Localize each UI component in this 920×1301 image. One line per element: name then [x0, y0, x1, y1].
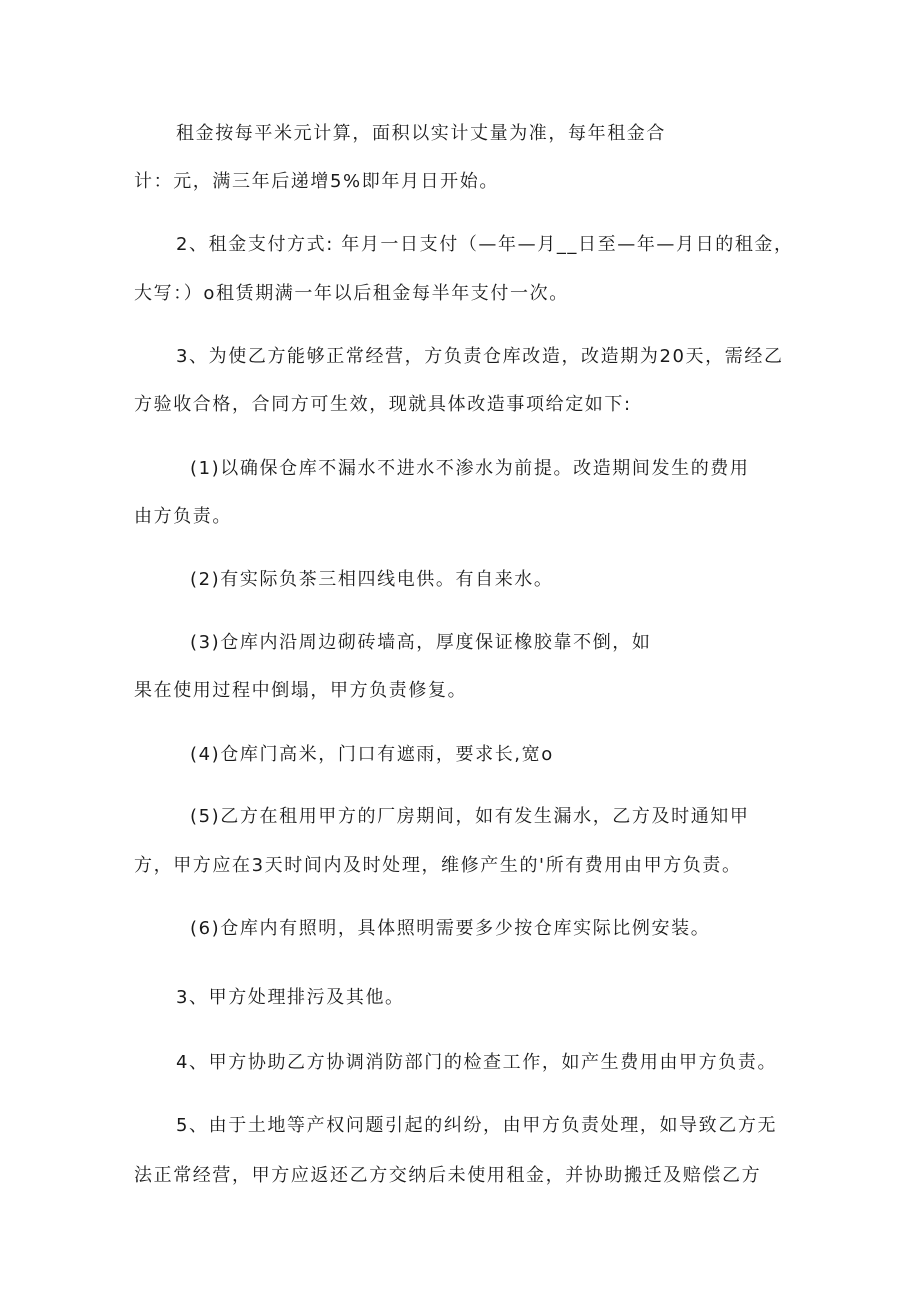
text-line: (1)以确保仓库不漏水不进水不渗水为前提。改造期间发生的费用	[190, 458, 750, 479]
text-line: 大写：）o租赁期满一年以后租金每半年支付一次。	[134, 283, 569, 304]
text-line: (5)乙方在租用甲方的厂房期间，如有发生漏水，乙方及时通知甲	[190, 806, 750, 827]
text-line: (4)仓库门高米，门口有遮雨，要求长,宽o	[190, 744, 554, 765]
text-line: 4、甲方协助乙方协调消防部门的检查工作，如产生费用由甲方负责。	[176, 1052, 778, 1073]
text-line: 法正常经营，甲方应返还乙方交纳后未使用租金，并协助搬迁及赔偿乙方	[134, 1165, 762, 1186]
text-line: 3、甲方处理排污及其他。	[176, 987, 405, 1008]
text-line: 由方负责。	[134, 506, 232, 527]
text-line: (3)仓库内沿周边砌砖墙高，厚度保证橡胶靠不倒，如	[190, 632, 652, 653]
text-line: 3、为使乙方能够正常经营，方负责仓库改造，改造期为20天，需经乙	[176, 346, 784, 367]
text-line: 果在使用过程中倒塌，甲方负责修复。	[134, 680, 468, 701]
text-line: 2、租金支付方式: 年月一日支付（—年—月__日至—年—月日的租金，	[176, 234, 794, 255]
text-line: 计：元，满三年后递增5%即年月日开始。	[134, 171, 499, 192]
text-line: (2)有实际负茶三相四线电供。有自来水。	[190, 569, 554, 590]
text-line: 方，甲方应在3天时间内及时处理，维修产生的'所有费用由甲方负责。	[134, 855, 742, 876]
text-line: 5、由于土地等产权问题引起的纠纷，由甲方负责处理，如导致乙方无	[176, 1115, 778, 1136]
text-line: (6)仓库内有照明，具体照明需要多少按仓库实际比例安装。	[190, 918, 711, 939]
text-line: 租金按每平米元计算，面积以实计丈量为准，每年租金合	[176, 123, 666, 144]
text-line: 方验收合格，合同方可生效，现就具体改造事项给定如下:	[134, 394, 632, 415]
